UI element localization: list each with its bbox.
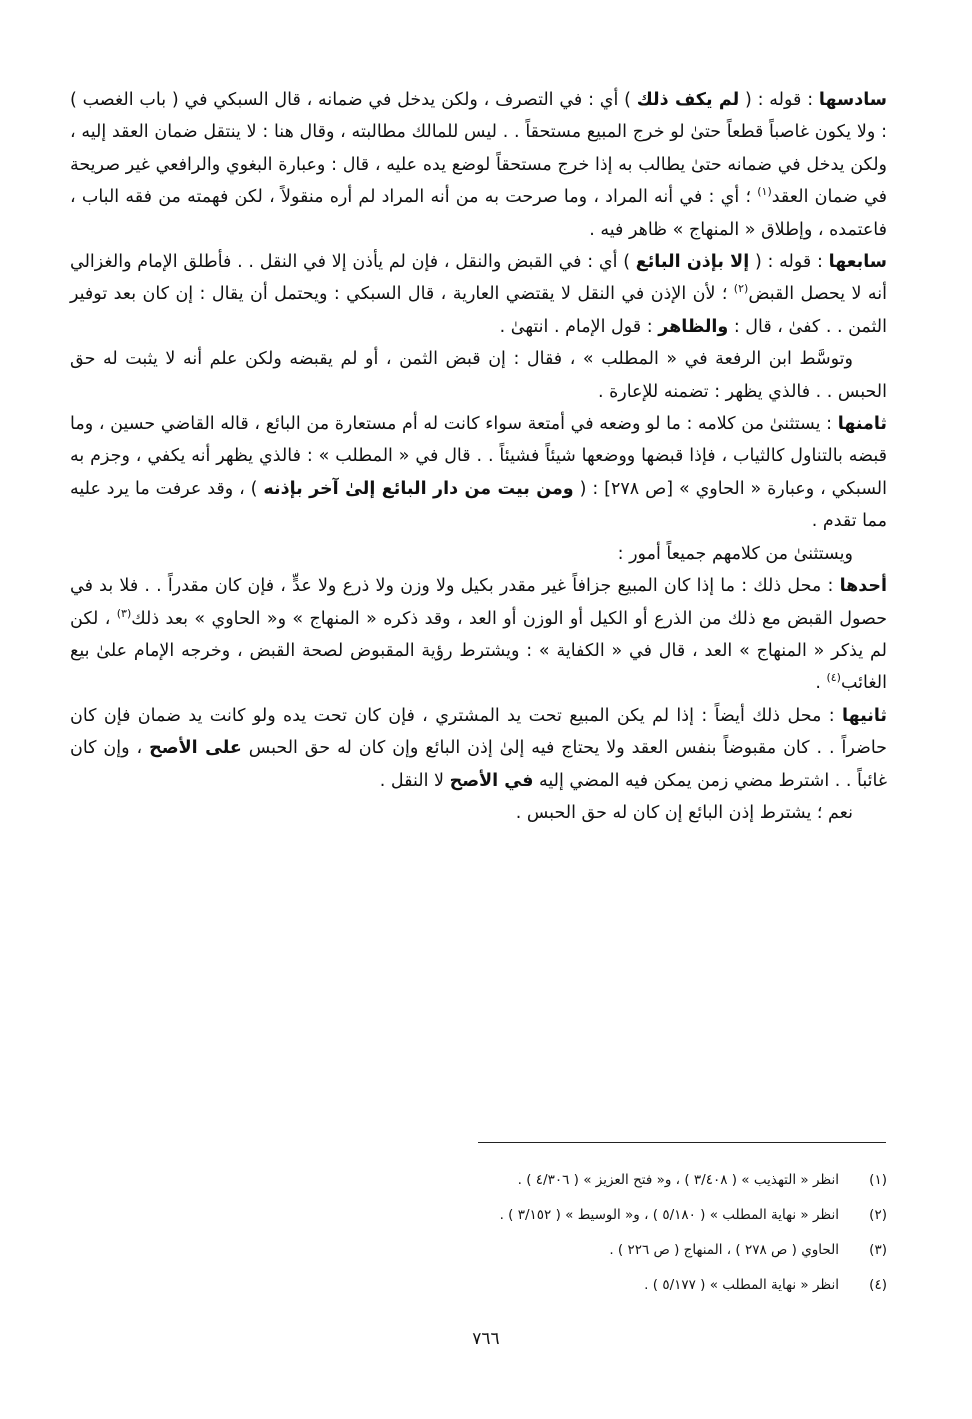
paragraph-lead: ثانيها — [842, 705, 887, 726]
quoted-text: لم يكف ذلك — [636, 90, 740, 110]
footnote-ref[interactable]: (١) — [757, 185, 772, 199]
paragraph-text: ؛ لأن الإذن في النقل لا يقتضي العارية ، قال السبكي : ويحتمل أن يقال : إن كان بعد توفير الثمن . . كفىٰ ، قال : — [70, 284, 887, 337]
page-body — [70, 84, 887, 829]
emphasis-text: على الأصح — [149, 738, 242, 759]
paragraph-text: ؛ أي : في أنه المراد ، وما صرحت به من أنه المراد لم أره منقولاً ، لكن فهمته من فقه الباب ، فاعتمده ، وإطلاق « المنهاج » ظاهر فيه . — [70, 187, 887, 240]
quoted-text: إلا بإذن البائع — [635, 252, 750, 273]
paragraph-sixth — [70, 84, 887, 246]
paragraph-text: لا النقل . — [379, 770, 450, 791]
paragraph-text: ) ، وقد عرفت ما يرد عليه مما تقدم . — [70, 478, 887, 532]
footnote-ref[interactable]: (٤) — [826, 671, 841, 685]
footnote-number: (٣) — [869, 1242, 887, 1258]
footnote-text: انظر « التهذيب » ( ٣/٤٠٨ ) ، و« فتح العزيز » ( ٤/٣٠٦ ) . — [517, 1172, 839, 1188]
footnotes — [70, 1163, 887, 1303]
paragraph-exceptions-intro: ويستثنىٰ من كلامهم جميعاً أمور : — [617, 543, 853, 564]
emphasis-text: في الأصح — [449, 770, 534, 791]
footnote-number: (٤) — [869, 1277, 887, 1293]
paragraph-text: : محل ذلك : ما إذا كان المبيع جزافاً غير مقدر بكيل ولا وزن ولا ذرع ولا عدٍّ ، فإن كان مقدراً . . فلا بد في حصول القبض مع ذلك من الذرع أو الكيل أو الوزن أو العد ، وقد ذكره « المنهاج » و« الحاوي » بعد ذلك — [70, 576, 888, 629]
paragraph-text: : قوله : ( — [749, 252, 829, 273]
quoted-text: ومن بيت من دار البائع إلىٰ آخر بإذنه — [263, 478, 574, 499]
footnote-item — [70, 1163, 887, 1198]
paragraph-lead: سادسها — [818, 90, 887, 110]
emphasis-text: والظاهر — [658, 316, 729, 337]
page-number: ٧٦٦ — [472, 1329, 500, 1349]
footnote-ref[interactable]: (٢) — [733, 282, 749, 296]
footnote-number: (١) — [869, 1172, 887, 1188]
footnote-text: انظر « نهاية المطلب » ( ٥/١٧٧ ) . — [644, 1277, 839, 1293]
footnote-separator — [478, 1142, 886, 1143]
paragraph-tawassut: وتوسَّط ابن الرفعة في « المطلب » ، فقال : إن قبض الثمن ، أو لم يقبضه ولكن علم أنه لا يثبت له حق الحبس . . فالذي يظهر : تضمنه للإعارة . — [70, 349, 887, 402]
footnote-item — [70, 1198, 887, 1233]
paragraph-lead: سابعها — [828, 252, 887, 273]
paragraph-lead: ثامنها — [837, 414, 887, 435]
paragraph-text: ) أي : في التصرف ، ولكن يدخل في ضمانه ، قال السبكي في ( باب الغصب ) : ولا يكون غاصباً قطعاً حتىٰ لو خرج المبيع مستحقاً . . ليس للمالك مطالبته ، وقال هنا : لا ينتقل ضمان العقد إليه ، ولكن يدخل في ضمانه حتىٰ يطالب به إذا خرج مستحقاً لوضع يده عليه ، قال : وعبارة البغوي والرافعي غير صريحة في ضمان العقد — [70, 90, 887, 208]
paragraph-text: : قول الإمام . انتهىٰ . — [499, 316, 659, 337]
paragraph-first-matter — [70, 570, 887, 700]
paragraph-second-matter — [70, 700, 887, 797]
footnote-ref[interactable]: (٣) — [116, 606, 132, 620]
paragraph-text: . — [815, 673, 827, 694]
footnote-number: (٢) — [869, 1207, 887, 1223]
paragraph-text: ) أي : في القبض والنقل ، فإن لم يأذن إلا في النقل . . فأطلق الإمام والغزالي أنه لا يحصل القبض — [70, 252, 887, 305]
paragraph-text: : قوله : ( — [739, 90, 819, 110]
paragraph-text: : يستثنىٰ من كلامه : ما لو وضعه في أمتعة سواء كانت له أم مستعارة من البائع ، قاله القاضي حسين ، وما قبضه بالتناول كالثياب ، فإذا قبضها ووضعها شيئاً فشيئاً . . قال في « المطلب » : فالذي يظهر أنه يكفي ، وجزم به السبكي ، وعبارة « الحاوي » [ص ٢٧٨] : ( — [70, 414, 887, 499]
paragraph-seventh — [70, 246, 887, 343]
paragraph-lead: أحدها — [839, 576, 887, 597]
paragraph-text: : محل ذلك أيضاً : إذا لم يكن المبيع تحت يد المشتري ، فإن كان تحت يده ولو كانت يد ضمان فإن كان حاضراً . . كان مقبوضاً بنفس العقد ولا يحتاج فيه إلىٰ إذن البائع وإن كان له حق الحبس — [70, 705, 887, 759]
footnote-item — [70, 1268, 887, 1303]
footnote-text: انظر « نهاية المطلب » ( ٥/١٨٠ ) ، و« الوسيط » ( ٣/١٥٢ ) . — [499, 1207, 839, 1223]
paragraph-naam: نعم ؛ يشترط إذن البائع إن كان له حق الحبس . — [515, 802, 853, 823]
footnote-text: الحاوي ( ص ٢٧٨ ) ، المنهاج ( ص ٢٢٦ ) . — [609, 1242, 839, 1258]
paragraph-text: ، لكن لم يذكر « المنهاج » العد ، قال في « الكفاية » : ويشترط رؤية المقبوض لصحة القبض ، وخرجه الإمام علىٰ بيع الغائب — [70, 608, 887, 694]
footnote-item — [70, 1233, 887, 1268]
paragraph-text: ، وإن كان غائباً . . اشترط مضي زمن يمكن فيه المضي إليه — [70, 738, 887, 791]
paragraph-eighth — [70, 408, 887, 538]
